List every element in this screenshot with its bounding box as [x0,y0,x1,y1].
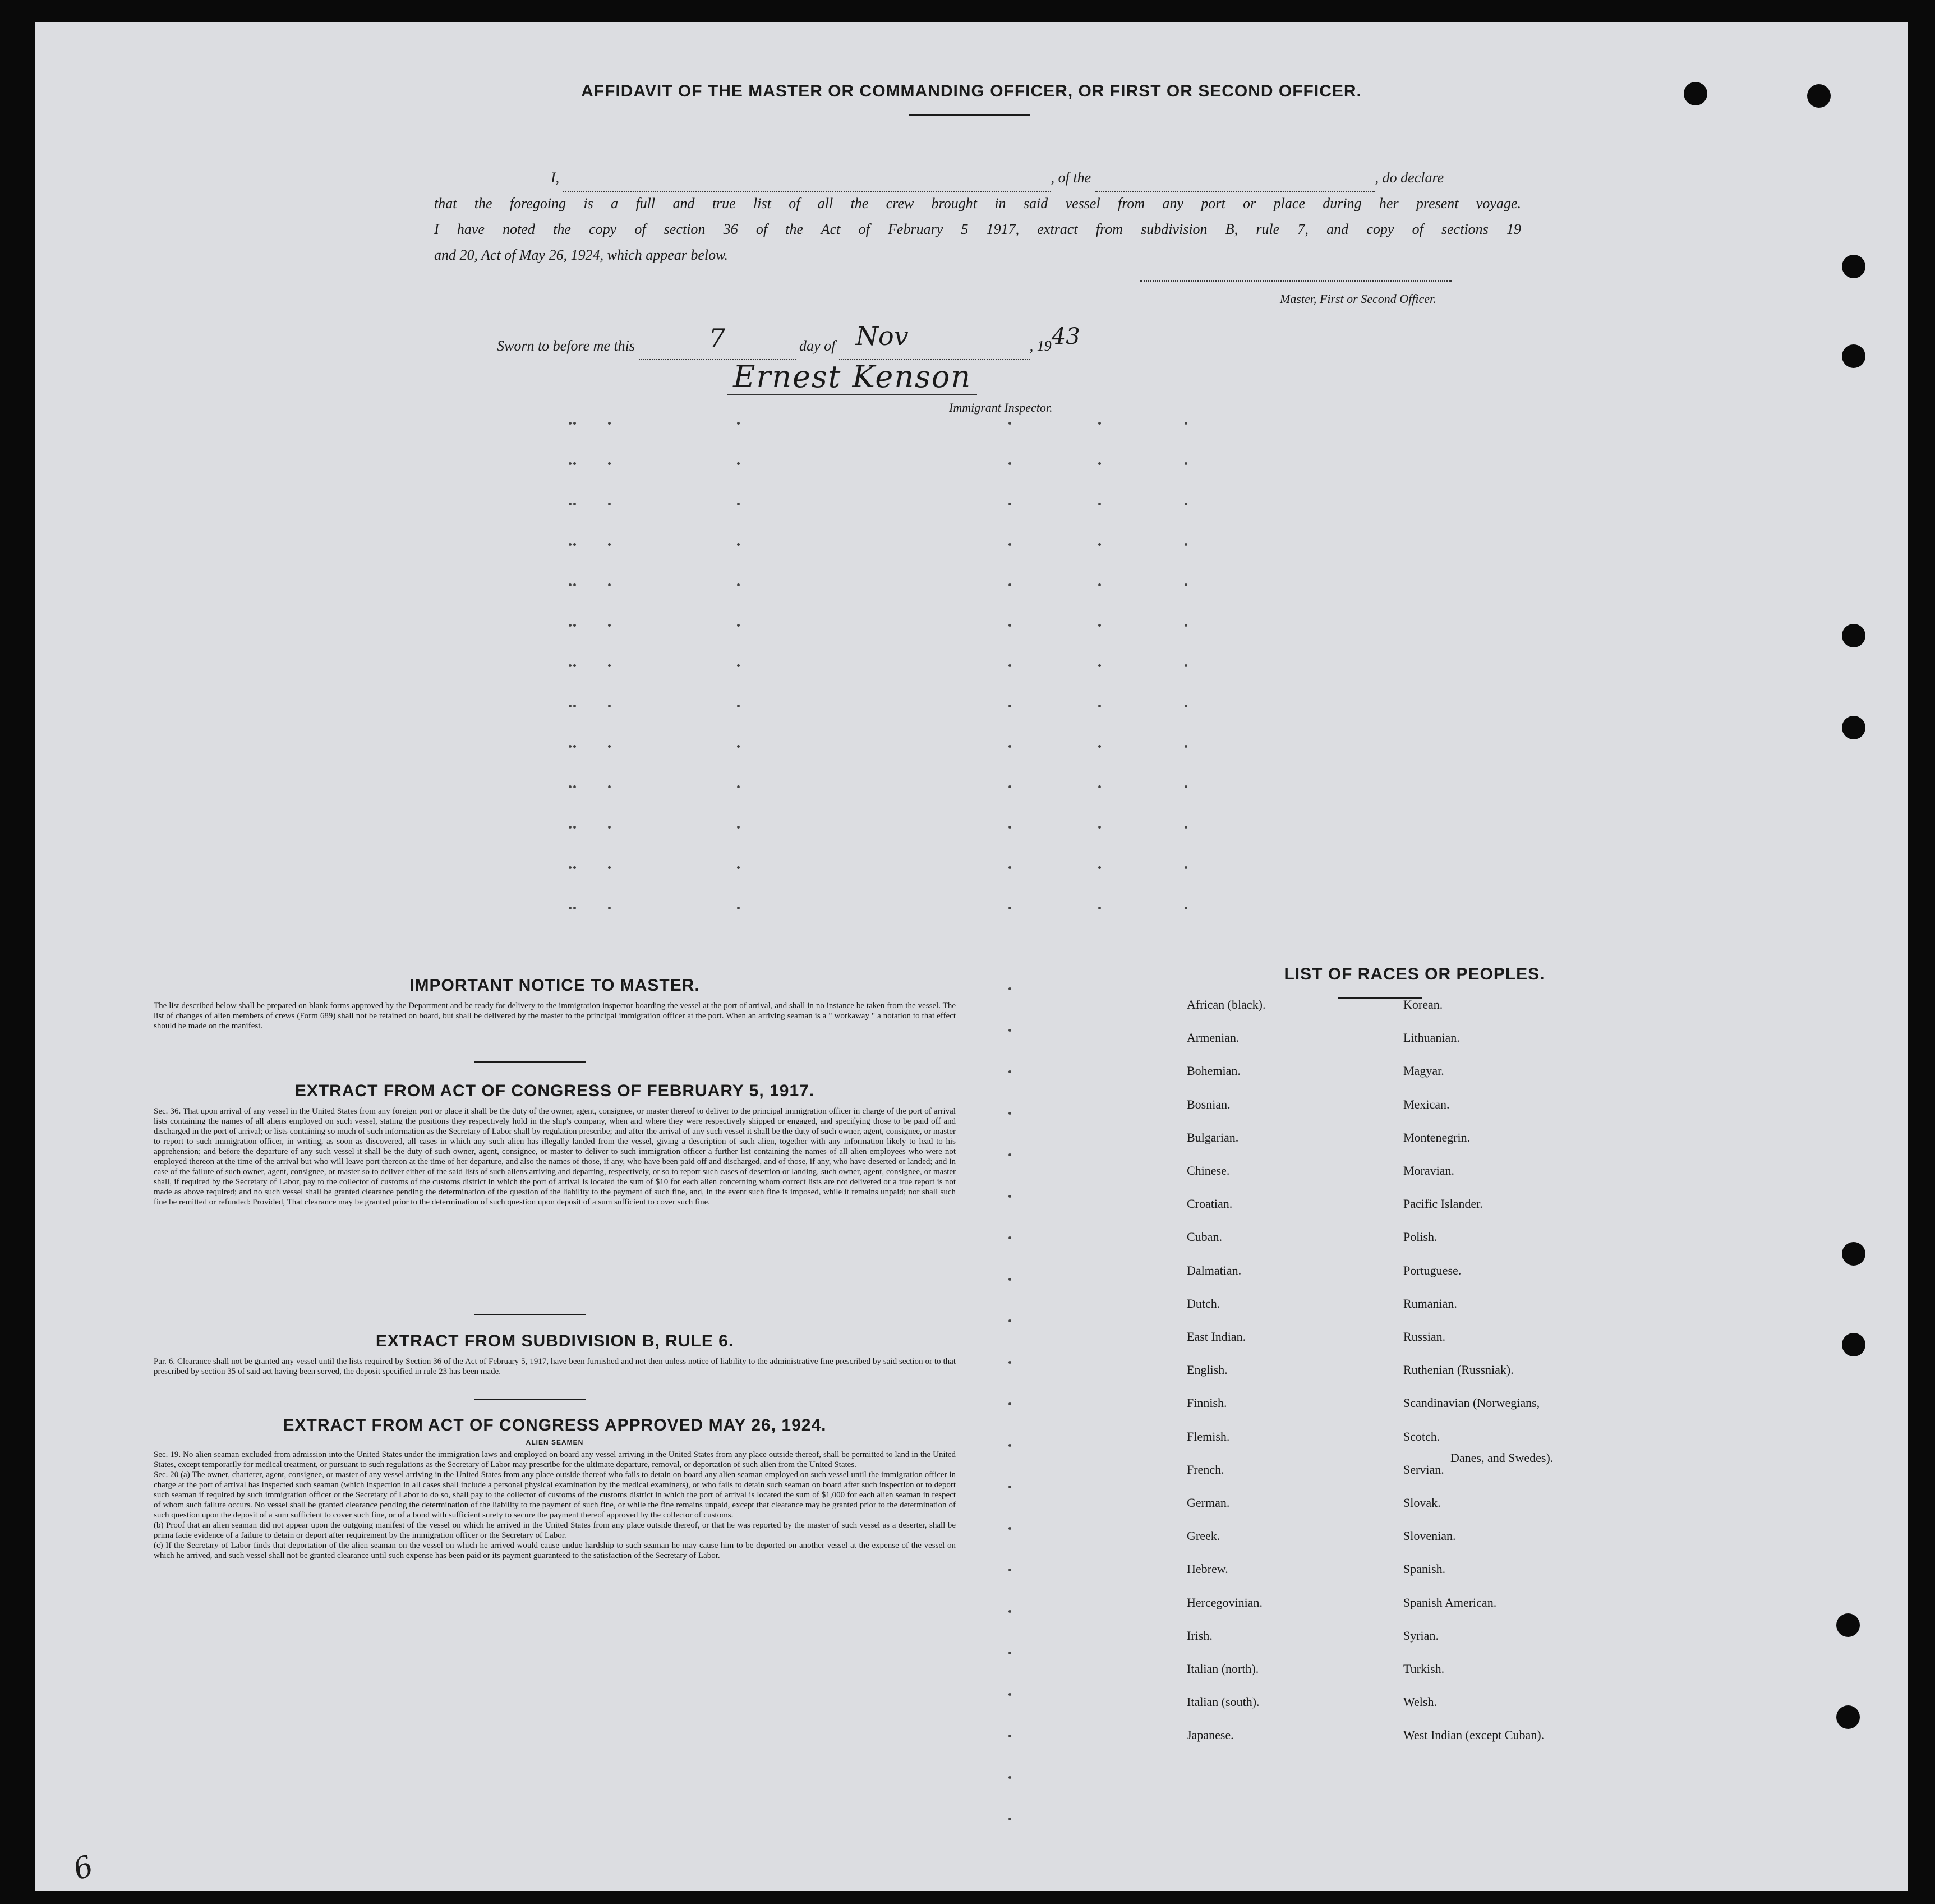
race-item: English. [1187,1363,1228,1377]
guide-dot [569,907,572,909]
margin-mark: 6 [68,1849,98,1887]
affidavit-line-1 [551,165,1521,192]
guide-dot [1185,705,1187,707]
race-item: Dalmatian. [1187,1263,1242,1277]
guide-dot [737,826,740,829]
guide-dot [569,866,572,869]
guide-dot [737,907,740,909]
guide-dot [1098,705,1101,707]
race-item: Bulgarian. [1187,1130,1239,1144]
sec-20b: (b) Proof that an alien seaman did not appear upon the outgoing manifest of the vessel on which he arrived in the United States from any place outside thereof, or that he was reported by the master of such vessel as a deserter, shall be prima facie evidence of a failure to detain or deport after requirement by the immigration officer or the Secretary of Labor. [154,1521,956,1540]
punch-hole [1842,1242,1865,1266]
race-item: African (black). [1187,997,1266,1011]
guide-dot [1008,1402,1011,1405]
guide-dot [569,543,572,546]
master-signature-line[interactable] [1140,280,1452,282]
punch-hole [1842,344,1865,368]
guide-dot [1008,1153,1011,1156]
race-item: Dutch. [1187,1296,1220,1310]
guide-dot [608,624,611,627]
race-item: Servian. [1403,1462,1444,1477]
guide-dot [1185,664,1187,667]
inspector-caption: Immigrant Inspector. [949,401,1053,415]
guide-dot [737,462,740,465]
guide-dot [1008,785,1011,788]
race-item: Hebrew. [1187,1562,1228,1576]
of-the-label: , of the [1051,169,1091,186]
race-item: Magyar. [1403,1064,1444,1078]
guide-dot [1008,1278,1011,1281]
guide-dot [1008,1319,1011,1322]
guide-dot [1185,462,1187,465]
guide-dot [1185,866,1187,869]
race-scandinavian-cont: Danes, and Swedes). [1450,1451,1554,1465]
year-prefix: , 19 [1029,338,1052,354]
race-item: East Indian. [1187,1330,1246,1344]
guide-dot [1008,624,1011,627]
inspector-signature: Ernest Kenson [727,359,977,395]
guide-dot [1008,503,1011,505]
punch-hole [1842,716,1865,739]
punch-hole [1842,255,1865,278]
race-item: Scandinavian (Norwegians, [1403,1396,1540,1410]
sec-20c: (c) If the Secretary of Labor finds that deportation of the alien seaman on the vessel on which he arrived would cause undue hardship to such seaman he may cause him to be deported on another vessel at the expense of the vessel on which he arrived, and such vessel shall not be granted clearance until such expense has been paid or its payment guaranteed to the satisfaction of the Secretary of Labor. [154,1541,956,1560]
race-item: French. [1187,1462,1224,1477]
guide-dot [569,745,572,748]
guide-dot [1098,422,1101,425]
sworn-label: Sworn to before me this [497,338,635,354]
affidavit-title: AFFIDAVIT OF THE MASTER OR COMMANDING OFFICER, OR FIRST OR SECOND OFFICER. [581,82,1362,100]
affidavit-line-4: and 20, Act of May 26, 1924, which appear below. [434,247,729,263]
punch-hole [1842,1333,1865,1356]
guide-dot [1098,624,1101,627]
guide-dot [1008,1236,1011,1239]
guide-dot [1008,1527,1011,1530]
guide-dot [1098,543,1101,546]
race-item: Welsh. [1403,1695,1437,1709]
race-item: Lithuanian. [1403,1031,1460,1045]
guide-dot [737,422,740,425]
guide-dot [1098,664,1101,667]
guide-dot [1008,583,1011,586]
document-page [35,22,1908,1891]
guide-dot [573,907,576,909]
officer-name-blank[interactable] [563,165,1051,192]
guide-dot [1098,462,1101,465]
guide-dot [737,705,740,707]
race-item: Bosnian. [1187,1097,1231,1111]
extract-rule6-rule [474,1399,586,1400]
extract-1917-title: EXTRACT FROM ACT OF CONGRESS OF FEBRUARY 5, 1917. [294,1082,815,1100]
guide-dot [1098,866,1101,869]
race-item: Syrian. [1403,1628,1439,1643]
guide-dot [1008,705,1011,707]
race-item: Ruthenian (Russniak). [1403,1363,1514,1377]
guide-dot [608,785,611,788]
guide-dot [1098,745,1101,748]
guide-dot [608,745,611,748]
guide-dot [573,583,576,586]
notice-title: IMPORTANT NOTICE TO MASTER. [409,976,700,995]
guide-dot [608,583,611,586]
race-item: Scotch. [1403,1429,1440,1443]
affidavit-line-2: that the foregoing is a full and true list of all the crew brought in said vessel from any port or place during her present voyage. [434,195,1521,211]
race-item: Spanish American. [1403,1595,1497,1609]
race-item: Polish. [1403,1230,1438,1244]
guide-dot [569,624,572,627]
guide-dot [1008,1029,1011,1032]
race-item: Finnish. [1187,1396,1227,1410]
extract-1924-body [154,1450,956,1561]
punch-hole [1684,82,1707,105]
guide-dot [573,462,576,465]
race-item: Slovenian. [1403,1529,1456,1543]
guide-dot [569,705,572,707]
guide-dot [1008,1569,1011,1571]
guide-dot [1008,745,1011,748]
race-item: Flemish. [1187,1429,1230,1443]
guide-dot [573,866,576,869]
guide-dot [1185,503,1187,505]
notice-rule [474,1061,586,1063]
guide-dot [573,503,576,505]
guide-dot [569,503,572,505]
title-rule [909,114,1030,116]
guide-dot [1008,1070,1011,1073]
guide-dot [569,583,572,586]
race-item: Japanese. [1187,1728,1234,1742]
guide-dot [1008,664,1011,667]
race-item: Hercegovinian. [1187,1595,1263,1609]
guide-dot [1185,785,1187,788]
guide-dot [737,503,740,505]
sworn-month-value: Nov [855,321,909,351]
year-suffix: 43 [1051,324,1080,349]
guide-dot [1008,1195,1011,1198]
guide-dot [573,745,576,748]
guide-dot [1098,907,1101,909]
race-item: Cuban. [1187,1230,1222,1244]
guide-dot [608,826,611,829]
guide-dot [573,826,576,829]
vessel-name-blank[interactable] [1095,165,1375,192]
guide-dot [573,422,576,425]
guide-dot [608,422,611,425]
guide-dot [737,583,740,586]
guide-dot [1008,826,1011,829]
extract-rule6-body: Par. 6. Clearance shall not be granted any vessel until the lists required by Section 36 of the Act of February 5, 1917, have been furnished and not then unless notice of liability to the administrative fine prescribed by said section or to that prescribed by section 35 of said act having been served, the deposit specified in rule 23 has been made. [154,1357,956,1376]
guide-dot [1008,1361,1011,1364]
race-item: Moravian. [1403,1163,1455,1178]
extract-rule6-title: EXTRACT FROM SUBDIVISION B, RULE 6. [375,1332,734,1350]
race-item: Korean. [1403,997,1443,1011]
guide-dot [737,785,740,788]
sec-19: Sec. 19. No alien seaman excluded from admission into the United States under the immigration laws and employed on board any vessel arriving in the United States from any place outside thereof, shall be permitted to land in the United States, except temporarily for medical treatment, or pursuant to such regulations as the Secretary of Labor may prescribe for the ultimate departure, removal, or deportation of such alien from the United States. [154,1450,956,1469]
guide-dot [608,664,611,667]
guide-dot [1008,462,1011,465]
guide-dot [1185,583,1187,586]
guide-dot [1008,987,1011,990]
guide-dot [573,624,576,627]
guide-dot [1008,1693,1011,1696]
guide-dot [1008,422,1011,425]
race-item: Mexican. [1403,1097,1450,1111]
sworn-day-value: 7 [708,323,726,353]
guide-dot [737,624,740,627]
guide-dot [573,543,576,546]
guide-dot [1008,1776,1011,1779]
extract-1917-rule [474,1314,586,1315]
race-item: Slovak. [1403,1496,1441,1510]
guide-dot [608,462,611,465]
race-item: Rumanian. [1403,1296,1457,1310]
guide-dot [573,785,576,788]
notice-body: The list described below shall be prepared on blank forms approved by the Department and be ready for delivery to the immigration inspector boarding the vessel at the port of arrival, and shall in no instance be taken from the vessel. The list of changes of alien members of crews (Form 689) shall not be retained on board, but shall be delivered by the master to the principal immigration officer at the port. When an arriving seaman is a " workaway " a notation to that effect should be made on the manifest. [154,1001,956,1031]
extract-1917-body: Sec. 36. That upon arrival of any vessel in the United States from any foreign port or place it shall be the duty of the owner, agent, consignee, or master thereof to deliver to the principal immigration officer in charge of the port of arrival lists containing the names of all aliens employed on such vessel, stating the positions they respectively hold in the ship's company, when and where they were respectively shipped or engaged, and specifying those to be paid off and discharged in the port of arrival; or lists containing so much of such information as the Secretary of Labor shall by regulation prescribe; and after the arrival of any such vessel it shall be the duty of such owner, agent, consignee, or master to report to such immigration officer, in writing, as soon as discovered, all cases in which any such alien has illegally landed from the vessel, giving a description of such alien, together with any information likely to lead to his apprehension; and before the departure of any such vessel it shall be the duty of such owner, agent, consignee, or master to deliver to such immigration officer a further list containing the names of all alien employees who were not employed thereon at the time of the arrival but who will leave port thereon at the time of her departure, and also the names of those, if any, who have been paid off and discharged, and of those, if any, who have deserted or landed; and in case of the failure of such owner, agent, consignee, or master so to deliver either of the said lists of such aliens arriving and departing, respectively, or so to report such cases of desertion or landing, such owner, agent, consignee, or master shall, if required by the Secretary of Labor, pay to the collector of customs of the customs district in which the port of arrival is located the sum of $10 for each alien concerning whom correct lists are not delivered or a true report is not made as above required; and no such vessel shall be granted clearance pending the determination of the question of the liability to the payment of such fine, and, in the event such fine is imposed, while it remains unpaid; nor shall such fine be remitted or refunded: Provided, That clearance may be granted prior to the determination of such question upon deposit of a sum sufficient to cover such fine. [154,1107,956,1207]
race-item: West Indian (except Cuban). [1403,1728,1545,1742]
guide-dot [1008,543,1011,546]
sec-20a: Sec. 20 (a) The owner, charterer, agent, consignee, or master of any vessel arriving in the United States from any place outside thereof who fails to detain on board any alien seaman employed on such vessel until the immigration officer in charge at the port of arrival has inspected such seaman (which inspection in all cases shall include a personal physical examination by the medical examiners), or who fails to detain such seaman on board after such inspection or to deport such seaman if required by such immigration officer or the Secretary of Labor to do so, shall pay to the collector of customs of the customs district in which the port of arrival is located the sum of $1,000 for each alien seaman in respect of whom such failure occurs. No vessel shall be granted clearance pending the determination of the liability to the payment of such fine, or while the fine remains unpaid, except that clearance may be granted prior to the determination of such question upon the deposit of a sum sufficient to cover such fine, or of a bond with sufficient surety to secure the payment thereof approved by the collector of customs. [154,1470,956,1520]
guide-dot [608,543,611,546]
guide-dot [608,503,611,505]
race-item: German. [1187,1496,1230,1510]
guide-dot [573,705,576,707]
sworn-month-field[interactable] [839,321,1030,360]
punch-hole [1836,1705,1860,1729]
guide-dot [569,664,572,667]
guide-dot [1185,745,1187,748]
guide-dot [1008,1735,1011,1737]
guide-dot [1008,1486,1011,1488]
punch-hole [1842,624,1865,647]
race-item: Chinese. [1187,1163,1230,1178]
master-caption: Master, First or Second Officer. [1280,292,1436,306]
guide-dot [1008,1112,1011,1115]
extract-1924-subtitle: ALIEN SEAMEN [526,1438,584,1446]
race-item: Irish. [1187,1628,1213,1643]
guide-dot [1008,1610,1011,1613]
guide-dot [569,422,572,425]
guide-dot [1185,543,1187,546]
race-item: Bohemian. [1187,1064,1241,1078]
affidavit-line-3: I have noted the copy of section 36 of the Act of February 5 1917, extract from subdivision B, rule 7, and copy of sections 19 [434,221,1521,237]
guide-dot [608,907,611,909]
race-item: Italian (north). [1187,1662,1259,1676]
guide-dot [737,664,740,667]
guide-dot [569,826,572,829]
race-item: Russian. [1403,1330,1446,1344]
race-item: Montenegrin. [1403,1130,1471,1144]
punch-hole [1836,1613,1860,1637]
race-item: Armenian. [1187,1031,1240,1045]
guide-dot [569,785,572,788]
race-item: Greek. [1187,1529,1220,1543]
race-item: Italian (south). [1187,1695,1260,1709]
guide-dot [1098,826,1101,829]
guide-dot [569,462,572,465]
races-title: LIST OF RACES OR PEOPLES. [1284,965,1545,983]
guide-dot [1185,826,1187,829]
day-of-label: day of [799,338,836,354]
race-item: Pacific Islander. [1403,1197,1483,1211]
guide-dot [737,745,740,748]
sworn-line [497,321,1170,360]
guide-dot [1008,1652,1011,1654]
extract-1924-title: EXTRACT FROM ACT OF CONGRESS APPROVED MAY 26, 1924. [283,1416,827,1434]
guide-dot [1008,907,1011,909]
guide-dot [573,664,576,667]
guide-dot [1185,907,1187,909]
do-declare-label: , do declare [1375,169,1444,186]
guide-dot [1098,785,1101,788]
guide-dot [737,866,740,869]
guide-dot [1185,624,1187,627]
guide-dot [1098,503,1101,505]
guide-dot [608,705,611,707]
guide-dot [1098,583,1101,586]
race-item: Turkish. [1403,1662,1445,1676]
race-item: Spanish. [1403,1562,1446,1576]
guide-dot [737,543,740,546]
race-item: Portuguese. [1403,1263,1462,1277]
guide-dot [1185,422,1187,425]
i-label: I, [551,169,560,186]
punch-hole [1807,84,1831,108]
race-item: Croatian. [1187,1197,1233,1211]
guide-dot [1008,866,1011,869]
sworn-day-field[interactable] [639,323,796,360]
guide-dot [608,866,611,869]
guide-dot [1008,1444,1011,1447]
guide-dot [1008,1818,1011,1820]
